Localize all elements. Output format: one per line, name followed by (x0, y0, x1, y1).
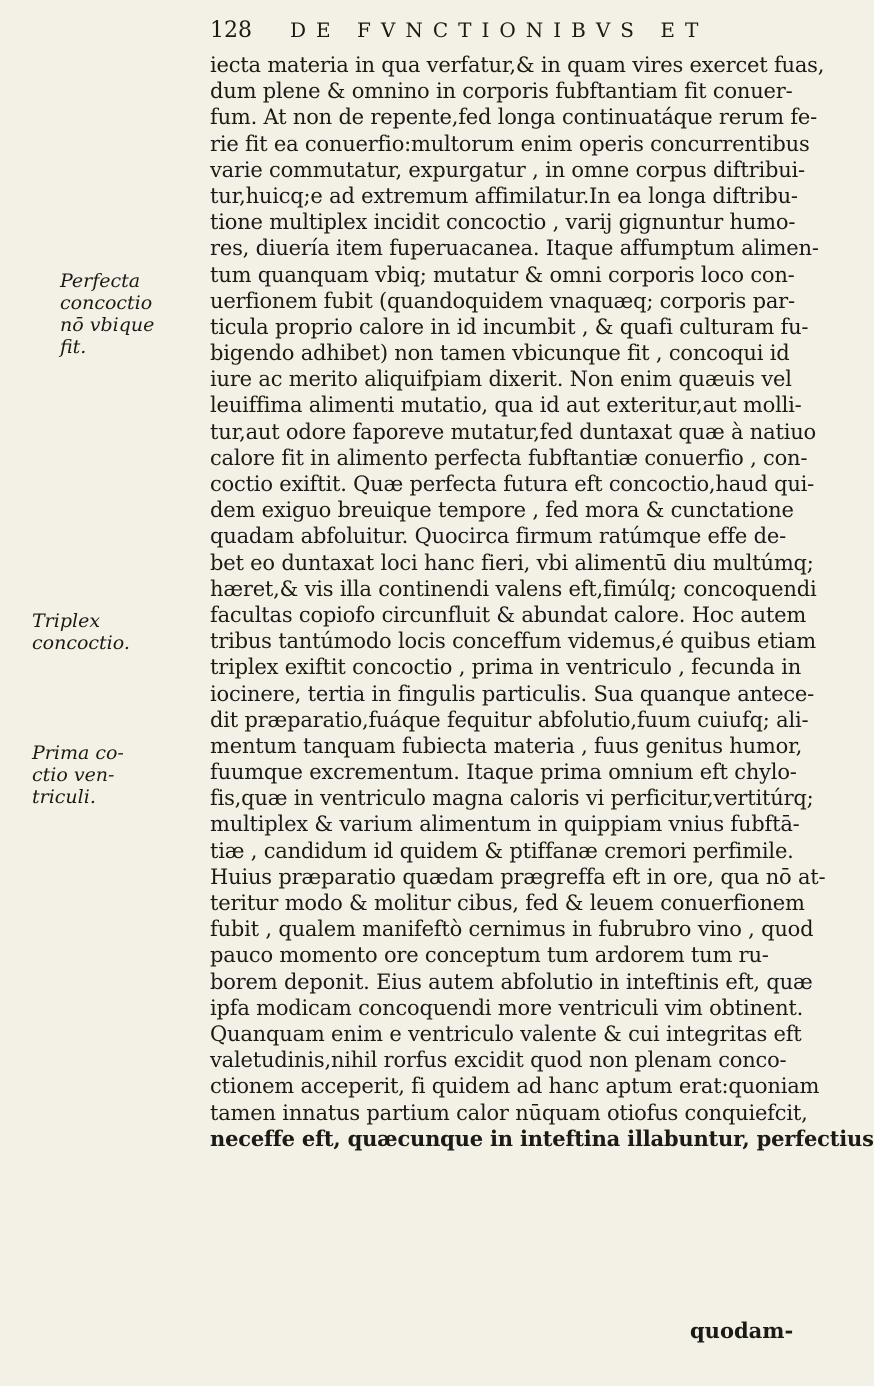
text-line: neceffe eft, quæcunque in inteftina illabuntur, perfectius (210, 1125, 874, 1151)
text-line: fis,quæ in ventriculo magna caloris vi perficitur,vertitúrq; (210, 786, 814, 811)
page-number: 128 (210, 18, 252, 43)
text-line: ipfa modicam concoquendi more ventriculi vim obtinent. (210, 995, 804, 1020)
margin-note-line: concoctio. (32, 632, 130, 654)
margin-note-line: nō vbique (60, 314, 155, 336)
text-line: borem deponit. Eius autem abfolutio in inteftinis eft, quæ (210, 969, 813, 994)
text-line: rie fit ea conuerfio:multorum enim operis concurrentibus (210, 131, 810, 156)
text-line: fum. At non de repente,fed longa continuatáque rerum fe- (210, 105, 818, 130)
text-line: varie commutatur, expurgatur , in omne corpus diftribui- (210, 157, 805, 182)
text-line: tum quanquam vbiq; mutatur & omni corporis loco con- (210, 262, 795, 287)
margin-note-line: fit. (60, 336, 87, 358)
catchword: quodam- (690, 1318, 794, 1343)
text-line: tur,huicq;e ad extremum affimilatur.In ea longa diftribu- (210, 183, 798, 208)
body-text (210, 52, 874, 1152)
text-line: tur,aut odore faporeve mutatur,fed duntaxat quæ à natiuo (210, 419, 816, 444)
margin-note-triplex (32, 610, 130, 654)
text-line: leuiffima alimenti mutatio, qua id aut exteritur,aut molli- (210, 393, 802, 418)
text-line: valetudinis,nihil rorfus excidit quod non plenam conco- (210, 1048, 787, 1073)
text-line: tiæ , candidum id quidem & ptiffanæ cremori perfimile. (210, 838, 794, 863)
margin-note-line: Triplex (32, 610, 101, 632)
text-line: uerfionem fubit (quandoquidem vnaquæq; corporis par- (210, 288, 795, 313)
running-header (210, 12, 770, 48)
text-line: dit præparatio,fuáque fequitur abfolutio,fuum cuiufq; ali- (210, 707, 809, 732)
text-line: multiplex & varium alimentum in quippiam vnius fubftā- (210, 812, 800, 837)
margin-note-line: Perfecta (60, 270, 141, 292)
text-line: Huius præparatio quædam prægreffa eft in ore, qua nō at- (210, 864, 826, 889)
text-line: quadam abfoluitur. Quocirca firmum ratúmque effe de- (210, 524, 786, 549)
text-line: mentum tanquam fubiecta materia , fuus genitus humor, (210, 733, 803, 758)
text-line: hæret,& vis illa continendi valens eft,fimúlq; concoquendi (210, 576, 817, 601)
text-line: facultas copiofo circunfluit & abundat calore. Hoc autem (210, 602, 807, 627)
margin-note-prima (32, 742, 124, 808)
text-line: triplex exiftit concoctio , prima in ventriculo , fecunda in (210, 655, 802, 680)
text-line: teritur modo & molitur cibus, fed & leuem conuerfionem (210, 891, 805, 915)
text-line: iecta materia in qua verfatur,& in quam vires exercet fuas, (210, 53, 825, 77)
text-line: fubit , qualem manifeftò cernimus in fubrubro vino , quod (210, 917, 814, 942)
running-title: DE FVNCTIONIBVS ET (290, 18, 709, 42)
text-line: pauco momento ore conceptum tum ardorem tum ru- (210, 943, 769, 968)
text-line: bet eo duntaxat loci hanc fieri, vbi alimentū diu multúmq; (210, 550, 814, 575)
text-line: Quanquam enim e ventriculo valente & cui integritas eft (210, 1021, 802, 1046)
text-line: ctionem acceperit, fi quidem ad hanc aptum erat:quoniam (210, 1074, 820, 1099)
text-line: coctio exiftit. Quæ perfecta futura eft concoctio,haud qui- (210, 472, 815, 496)
text-line: dum plene & omnino in corporis fubftantiam fit conuer- (210, 79, 793, 104)
margin-note-perfecta (60, 270, 154, 358)
margin-note-line: ctio ven- (32, 764, 115, 786)
margin-note-line: triculi. (32, 786, 96, 808)
text-line: ticula proprio calore in id incumbit , & quafi culturam fu- (210, 314, 809, 339)
text-line: fuumque excrementum. Itaque prima omnium eft chylo- (210, 760, 797, 785)
text-line: iocinere, tertia in fingulis particulis. Sua quanque antece- (210, 681, 815, 706)
margin-note-line: Prima co- (32, 742, 124, 764)
text-line: bigendo adhibet) non tamen vbicunque fit , concoqui id (210, 341, 790, 366)
margin-note-line: concoctio (60, 292, 153, 314)
text-line: tribus tantúmodo locis conceffum videmus,é quibus etiam (210, 629, 817, 654)
text-line: tione multiplex incidit concoctio , varij gignuntur humo- (210, 210, 796, 235)
text-line: iure ac merito aliquifpiam dixerit. Non enim quæuis vel (210, 367, 792, 392)
text-line: calore fit in alimento perfecta fubftantiæ conuerfio , con- (210, 445, 808, 470)
text-line: res, diuería item fuperuacanea. Itaque affumptum alimen- (210, 236, 819, 261)
text-line: tamen innatus partium calor nūquam otiofus conquiefcit, (210, 1100, 808, 1125)
text-line: dem exiguo breuique tempore , fed mora & cunctatione (210, 498, 794, 523)
